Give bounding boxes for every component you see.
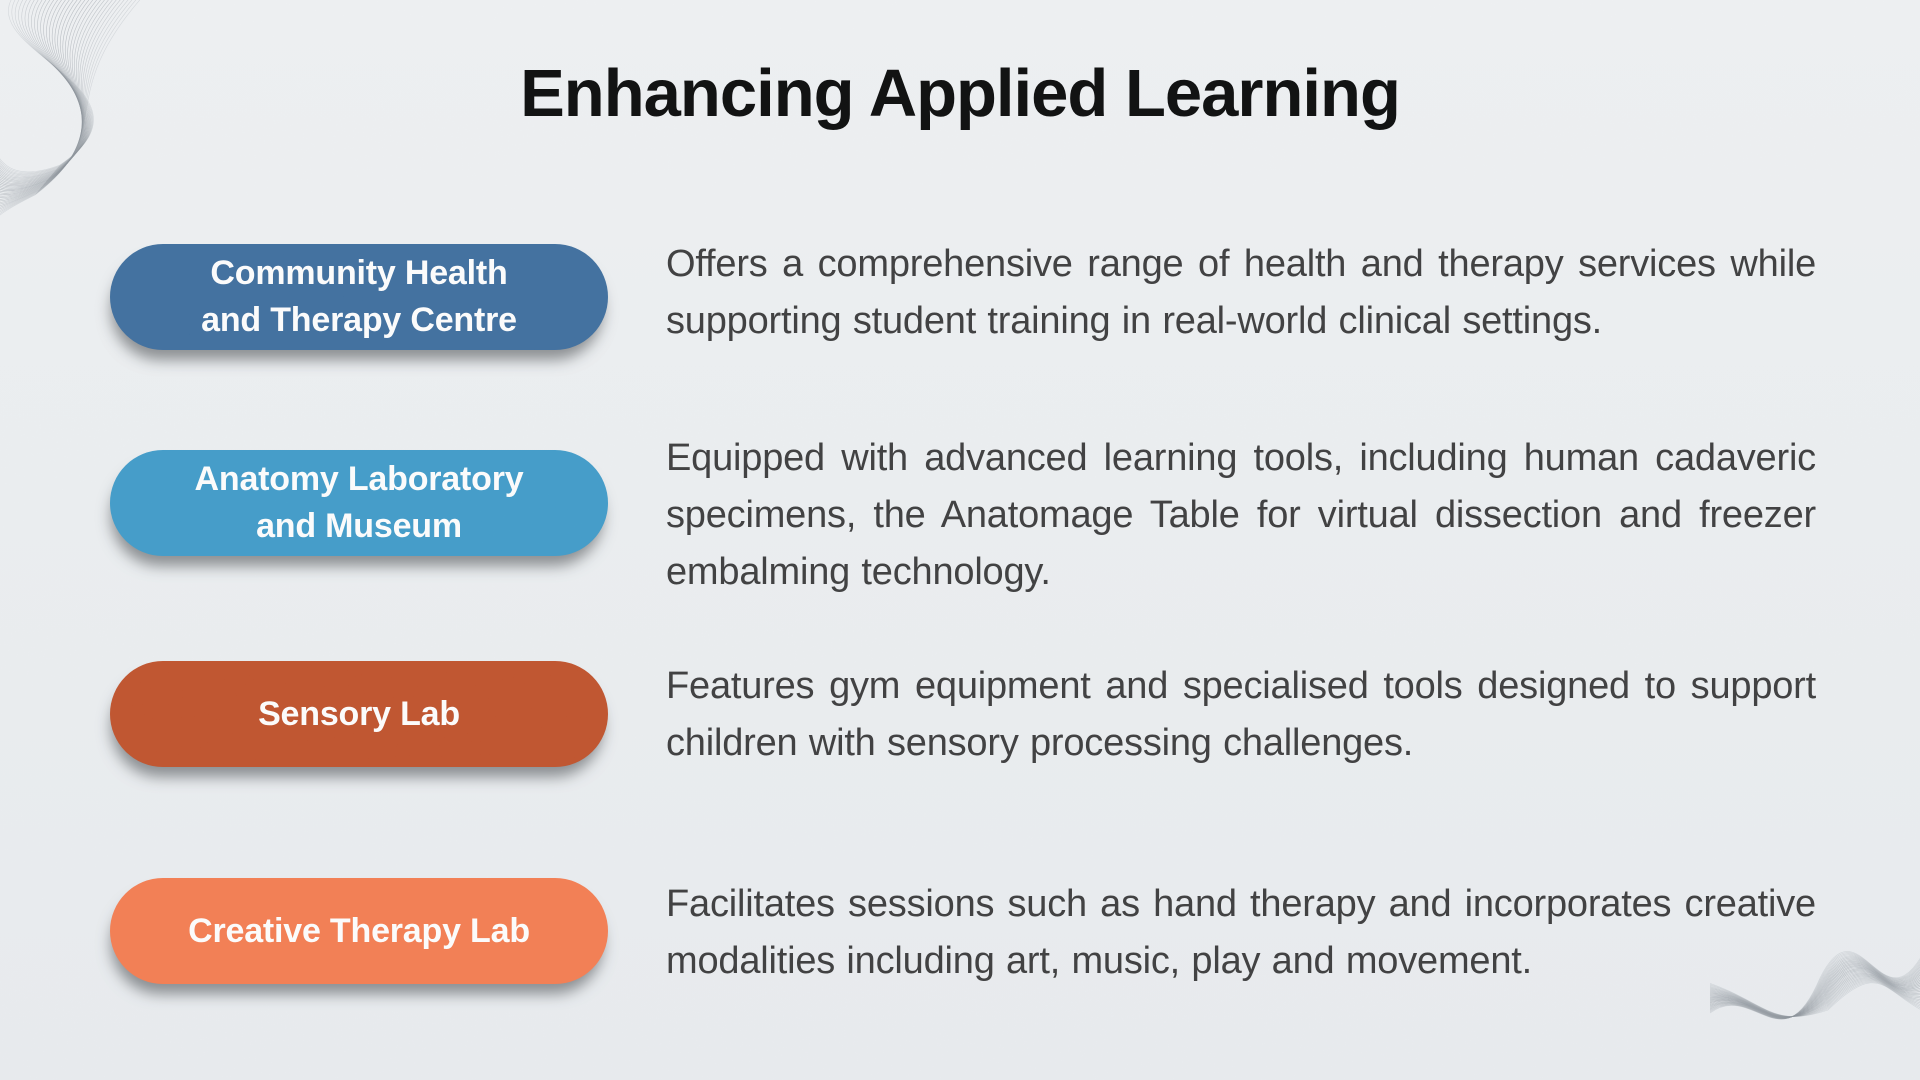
pill-label-line: and Museum: [256, 507, 462, 545]
pill-label-line: Sensory Lab: [258, 694, 460, 733]
page-title: Enhancing Applied Learning: [520, 56, 1400, 131]
pill-label-line: Anatomy Laboratory: [194, 460, 524, 498]
description-creative-therapy-lab: Facilitates sessions such as hand therapy and incorporates creative modalities including art, music, play and movement.: [666, 883, 1816, 982]
pill-creative-therapy-lab: [110, 878, 608, 984]
description-community-health: Offers a comprehensive range of health and therapy services while supporting student training in real-world clinical settings.: [666, 243, 1816, 342]
pill-sensory-lab: [110, 661, 608, 767]
description-sensory-lab: Features gym equipment and specialised tools designed to support children with sensory processing challenges.: [666, 665, 1816, 764]
pill-label-line: Creative Therapy Lab: [188, 911, 530, 950]
pill-community-health-and-therapy-centre: [110, 244, 608, 350]
pill-label-line: Community Health: [210, 254, 508, 292]
pill-anatomy-laboratory-and-museum: [110, 450, 608, 556]
pill-label-line: and Therapy Centre: [201, 301, 517, 339]
description-anatomy-laboratory: Equipped with advanced learning tools, including human cadaveric specimens, the Anatomage Table for virtual dissection and freezer embalming technology.: [666, 437, 1816, 593]
